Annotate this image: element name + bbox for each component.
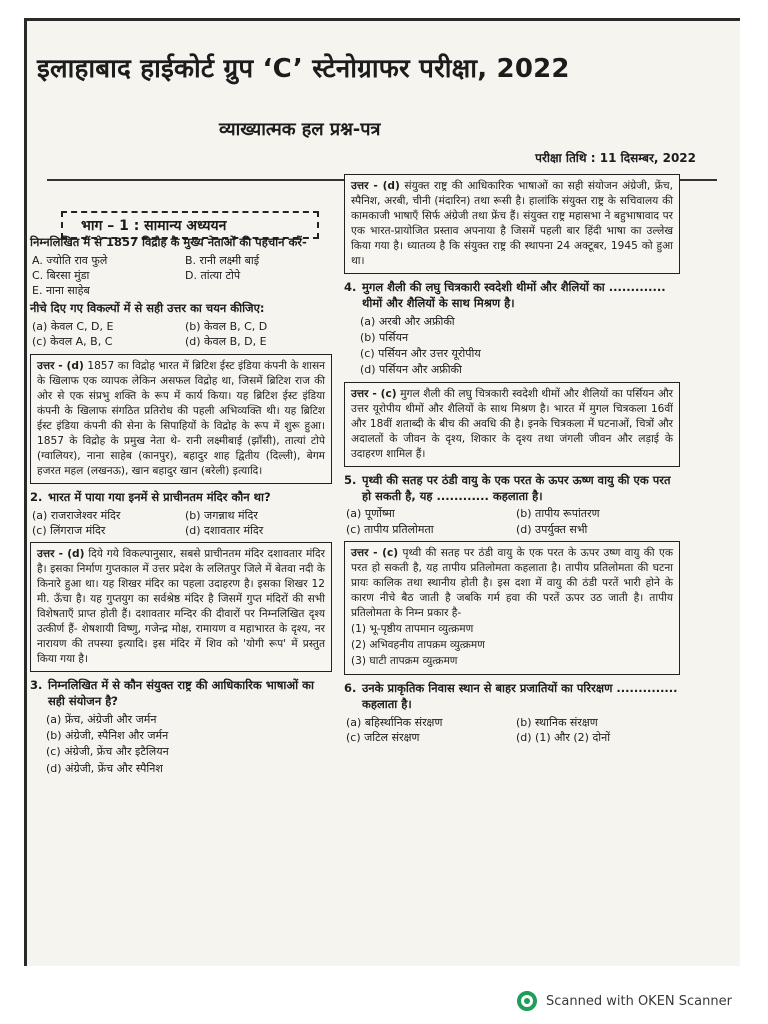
option: (a) फ्रेंच, अंग्रेजी और जर्मन bbox=[46, 713, 157, 726]
question-text: भारत में पाया गया इनमें से प्राचीनतम मंदिर कौन था? bbox=[48, 489, 271, 504]
option: (b) पर्सियन bbox=[360, 331, 409, 345]
option: (c) अंग्रेजी, फ्रेंच और इटैलियन bbox=[46, 745, 169, 759]
answer-box bbox=[344, 174, 680, 274]
question-number: 2. bbox=[30, 489, 43, 504]
option: (c) पर्सियन और उत्तर यूरोपीय bbox=[360, 347, 481, 361]
answer-lead: उत्तर - (c) bbox=[351, 546, 399, 559]
list-item: (3) घाटी तापक्रम व्युत्क्रमण bbox=[351, 655, 458, 668]
answer-box bbox=[344, 541, 680, 675]
option: (a) बहिर्स्थानिक संरक्षण bbox=[346, 715, 443, 729]
answer-box bbox=[30, 542, 332, 672]
option-list bbox=[346, 715, 680, 745]
answer-text: संयुक्त राष्ट्र की आधिकारिक भाषाओं का सही संयोजन अंग्रेजी, फ्रेंच, स्पैनिश, अरबी, चीनी (मंदारिन) तथा रूसी है। हालांकि संयुक्त राष्ट्र के सचिवालय की कामकाजी भाषाएँ सिर्फ अंग्रेजी तथा फ्रेंच हैं। संयुक्त राष्ट्र महासभा ने बहुभाषावाद पर एक भारत-प्रायोजित प्रस्ताव अपनाया है जिसमें पहली बार हिंदी भाषा का उल्लेख किया गया है। ध्यातव्य है कि संयुक्त राष्ट्र की स्थापना 24 अक्टूबर, 1945 को हुआ था। bbox=[351, 180, 674, 268]
option: (b) केवल B, C, D bbox=[185, 320, 268, 334]
item: B. रानी लक्ष्मी बाई bbox=[185, 253, 260, 267]
item: D. तांत्या टोपे bbox=[185, 269, 241, 283]
option: (c) लिंगराज मंदिर bbox=[32, 523, 106, 537]
question-number: 6. bbox=[344, 681, 357, 696]
page-title: इलाहाबाद हाईकोर्ट ग्रुप ‘C’ स्टेनोग्राफर परीक्षा, 2022 bbox=[37, 54, 570, 84]
answer-lead: उत्तर - (d) bbox=[37, 359, 84, 372]
question-5 bbox=[344, 473, 680, 675]
section-label: भाग – 1 : सामान्य अध्ययन bbox=[61, 211, 319, 239]
answer-lead: उत्तर - (d) bbox=[351, 180, 400, 192]
option: (a) अरबी और अफ्रीकी bbox=[360, 314, 455, 328]
left-column bbox=[30, 232, 332, 778]
question-2 bbox=[30, 490, 332, 672]
option: (a) राजराजेश्वर मंदिर bbox=[32, 508, 121, 522]
option: (b) तापीय रूपांतरण bbox=[516, 507, 600, 521]
scanner-text: Scanned with OKEN Scanner bbox=[546, 993, 732, 1009]
instruction-text: नीचे दिए गए विकल्पों में से सही उत्तर का चयन कीजिए: bbox=[30, 301, 265, 316]
option: (d) उपर्युक्त सभी bbox=[516, 522, 588, 536]
question-3 bbox=[30, 678, 332, 775]
question-text: निम्नलिखित में से 1857 विद्रोह के मुख्य नेताओं की पहचान करें- bbox=[30, 235, 307, 249]
option: (a) केवल C, D, E bbox=[32, 320, 114, 334]
answer-box bbox=[344, 382, 680, 467]
question-number: 5. bbox=[344, 472, 357, 487]
option: (d) (1) और (2) दोनों bbox=[516, 730, 611, 744]
answer-lead: उत्तर - (c) bbox=[351, 387, 397, 400]
option: (b) स्थानिक संरक्षण bbox=[516, 715, 598, 729]
question-text: पृथ्वी की सतह पर ठंडी वायु के एक परत के ऊपर ऊष्ण वायु की एक परत हो सकती है, यह ............ कहलाता है। bbox=[362, 472, 671, 503]
scanner-watermark bbox=[516, 990, 732, 1012]
question-number: 4. bbox=[344, 280, 357, 295]
answer-lead: उत्तर - (d) bbox=[37, 548, 85, 561]
option: (d) केवल B, D, E bbox=[185, 335, 267, 349]
item: E. नाना साहेब bbox=[32, 284, 90, 298]
list-item: (2) अभिवहनीय तापक्रम व्युत्क्रमण bbox=[351, 639, 485, 651]
option: (d) अंग्रेजी, फ्रेंच और स्पैनिश bbox=[46, 761, 163, 775]
item-list bbox=[32, 253, 332, 299]
exam-date: परीक्षा तिथि : 11 दिसम्बर, 2022 bbox=[535, 151, 696, 165]
list-item: (1) भू-पृष्ठीय तापमान व्युत्क्रमण bbox=[351, 622, 474, 635]
question-text: उनके प्राकृतिक निवास स्थान से बाहर प्रजातियों का परिरक्षण .............. कहलाता है। bbox=[362, 681, 678, 711]
inversion-types-list bbox=[351, 622, 673, 669]
option-list bbox=[46, 712, 332, 776]
option: (d) दशावतार मंदिर bbox=[185, 523, 264, 537]
option: (d) पर्सियन और अफ्रीकी bbox=[360, 363, 462, 377]
right-column bbox=[344, 170, 680, 747]
answer-box bbox=[30, 354, 332, 484]
option-list bbox=[360, 314, 680, 378]
option: (c) जटिल संरक्षण bbox=[346, 730, 420, 744]
question-number: 3. bbox=[30, 678, 43, 693]
question-4 bbox=[344, 280, 680, 467]
question-1 bbox=[30, 235, 332, 484]
option: (b) अंग्रेजी, स्पैनिश और जर्मन bbox=[46, 729, 169, 743]
question-text: निम्नलिखित में से कौन संयुक्त राष्ट्र की आधिकारिक भाषाओं का सही संयोजन है? bbox=[48, 678, 314, 709]
option-list bbox=[32, 508, 332, 538]
scanner-logo-icon bbox=[516, 990, 538, 1012]
answer-text: दिये गये विकल्पानुसार, सबसे प्राचीनतम मंदिर दशावतार मंदिर है। इसका निर्माण गुप्तकाल में उत्तर प्रदेश के ललितपुर जिले में बेतवा नदी के किनारे हुआ था। यह शिखर मंदिर का पहला उदाहरण है। इसका शिखर 12 मी. ऊँचा है। यह गुप्तयुग का सर्वश्रेष्ठ मंदिर है जिसमें गुप्त मंदिरों की सभी विशेषताएँ प्राप्त होती हैं। दशावतार मन्दिर की दीवारों पर निम्नलिखित दृश्य उत्कीर्ण हैं- शेषशायी विष्णु, गजेन्द्र मोक्ष, रामायण व महाभारत के दृश्य, नर नारायण की तपस्या इत्यादि। इस मंदिर में शिव को 'योगी रूप' में प्रस्तुत किया गया है। bbox=[37, 548, 325, 666]
option: (a) पूर्णोष्मा bbox=[346, 507, 395, 521]
answer-text: 1857 का विद्रोह भारत में ब्रिटिश ईस्ट इंडिया कंपनी के शासन के खिलाफ एक व्यापक लेकिन असफल विद्रोह था, जिसमें ब्रिटिश राज की ओर से एक संप्रभु शक्ति के रूप में कार्य किया। यह ब्रिटिश ईस्ट इंडिया कंपनी के खिलाफ संगठित प्रतिरोध की पहली अभिव्यक्ति थी। यह ब्रिटिश ईस्ट इंडिया कंपनी की सेना के सिपाहियों के विद्रोह के रूप में शुरू हुआ। 1857 के विद्रोह के प्रमुख नेता थे- रानी लक्ष्मीबाई (झाँसी), तात्यां टोपे (ग्वालियर), नाना साहेब (कानपुर), बहादुर शाह द्वितीय (दिल्ली), बेगम हजरत महल (लखनऊ), खान बहादुर खान (बरेली) इत्यादि। bbox=[37, 359, 326, 477]
item: A. ज्योति राव फुले bbox=[32, 253, 108, 267]
page-subtitle: व्याख्यात्मक हल प्रश्न-पत्र bbox=[219, 119, 381, 140]
question-6 bbox=[344, 681, 680, 745]
option: (c) तापीय प्रतिलोमता bbox=[346, 522, 434, 536]
option-list bbox=[32, 319, 332, 349]
answer-text: मुगल शैली की लघु चित्रकारी स्वदेशी थीमों और शैलियों का पर्सियन और उत्तर यूरोपीय थीमों और शैलियों के साथ मिश्रण है। भारत में मुगल चित्रकला 16वीं और 18वीं शताब्दी के बीच की अवधि की है। इनके चित्रकला में घटनाओं, चित्रों और अदालतों के जीवन के दृश्य, शिकार के दृश्य तथा जंगली जीवन और लड़ाई के उदाहरण शामिल हैं। bbox=[351, 387, 673, 460]
question-text: मुगल शैली की लघु चित्रकारी स्वदेशी थीमों और शैलियों का ............. थीमों और शैलियों के साथ मिश्रण है। bbox=[362, 280, 666, 311]
option: (b) जगन्नाथ मंदिर bbox=[185, 508, 258, 522]
answer-text: पृथ्वी की सतह पर ठंडी वायु के एक परत के ऊपर उष्ण वायु की एक परत हो सकती है, यह तापीय प्रतिलोमता कहलाता है। तापीय प्रतिलोमता की घटना प्रायः कालिक तथा स्थानीय होती है। इस दशा में वायु की ठंडी परतें भारी होने के कारण नीचे बैठ जाती है जबकि गर्म हवा की परतें ऊपर उठ जाती है। तापीय प्रतिलोमता के निम्न प्रकार है- bbox=[351, 546, 673, 619]
option: (c) केवल A, B, C bbox=[32, 335, 113, 349]
item: C. बिरसा मुंडा bbox=[32, 269, 90, 283]
option-list bbox=[346, 506, 680, 536]
